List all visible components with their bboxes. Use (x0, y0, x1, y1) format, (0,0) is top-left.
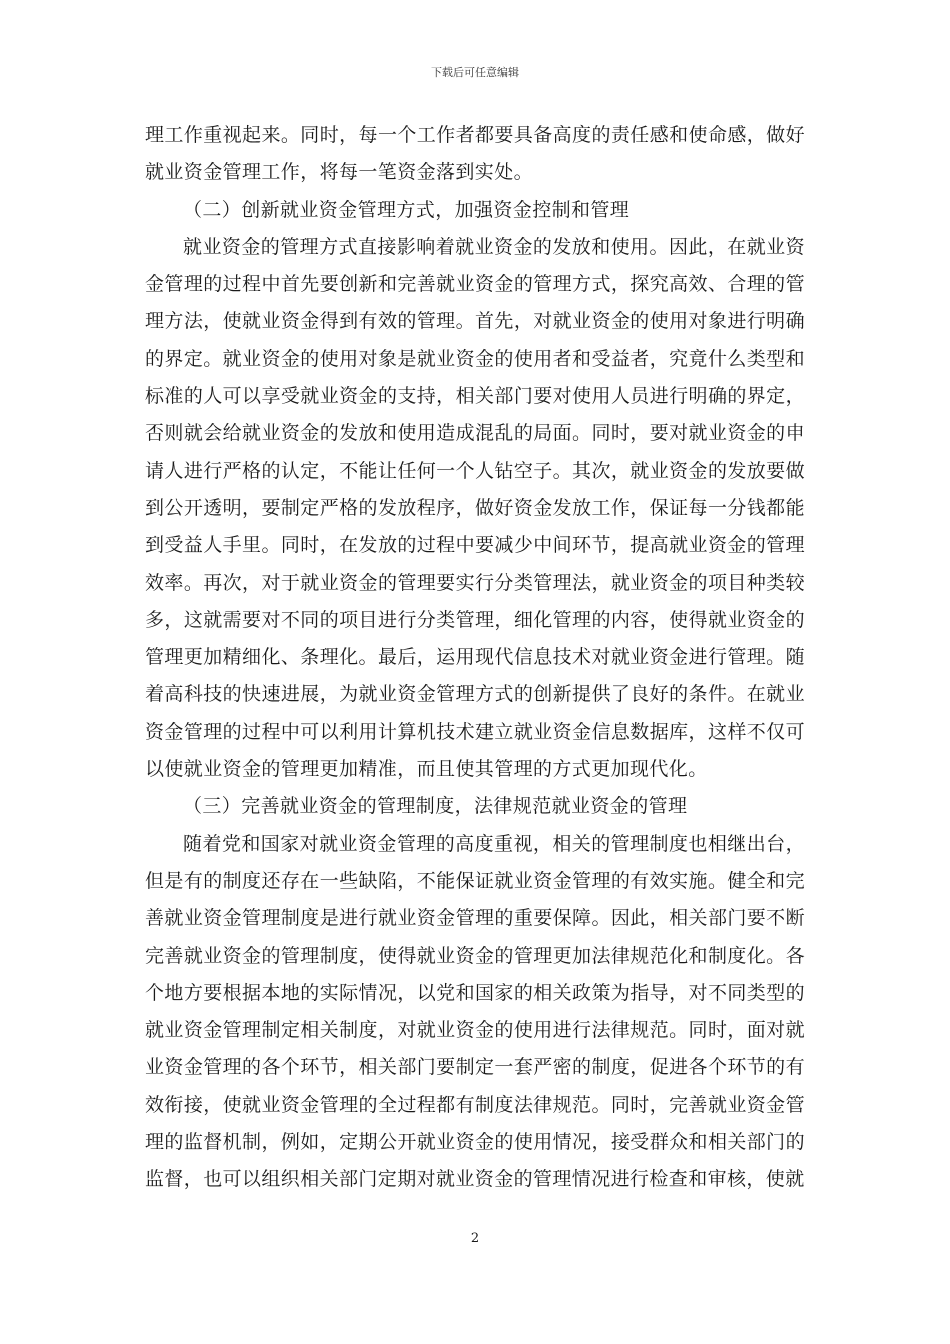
paragraph-management-system: 随着党和国家对就业资金管理的高度重视，相关的管理制度也相继出台，但是有的制度还存在一些缺陷，不能保证就业资金管理的有效实施。健全和完善就业资金管理制度是进行就业资金管理的重要保障。因此，相关部门要不断完善就业资金的管理制度，使得就业资金的管理更加法律规范化和制度化。各个地方要根据本地的实际情况，以党和国家的相关政策为指导，对不同类型的就业资金管理制定相关制度，对就业资金的使用进行法律规范。同时，面对就业资金管理的各个环节，相关部门要制定一套严密的制度，促进各个环节的有效衔接，使就业资金管理的全过程都有制度法律规范。同时，完善就业资金管理的监督机制，例如，定期公开就业资金的使用情况，接受群众和相关部门的监督，也可以组织相关部门定期对就业资金的管理情况进行检查和审核，使就 (145, 832, 805, 1191)
section-heading-3: （三）完善就业资金的管理制度，法律规范就业资金的管理 (183, 795, 688, 818)
document-body (145, 117, 805, 1199)
paragraph-management-methods: 就业资金的管理方式直接影响着就业资金的发放和使用。因此，在就业资金管理的过程中首先要创新和完善就业资金的管理方式，探究高效、合理的管理方法，使就业资金得到有效的管理。首先，对就业资金的使用对象进行明确的界定。就业资金的使用对象是就业资金的使用者和受益者，究竟什么类型和标准的人可以享受就业资金的支持，相关部门要对使用人员进行明确的界定，否则就会给就业资金的发放和使用造成混乱的局面。同时，要对就业资金的申请人进行严格的认定，不能让任何一个人钻空子。其次，就业资金的发放要做到公开透明，要制定严格的发放程序，做好资金发放工作，保证每一分钱都能到受益人手里。同时，在发放的过程中要减少中间环节，提高就业资金的管理效率。再次，对于就业资金的管理要实行分类管理法，就业资金的项目种类较多，这就需要对不同的项目进行分类管理，细化管理的内容，使得就业资金的管理更加精细化、条理化。最后，运用现代信息技术对就业资金进行管理。随着高科技的快速进展，为就业资金管理方式的创新提供了良好的条件。在就业资金管理的过程中可以利用计算机技术建立就业资金信息数据库，这样不仅可以使就业资金的管理更加精准，而且使其管理的方式更加现代化。 (145, 235, 805, 781)
page-header: 下载后可任意编辑 (431, 66, 519, 79)
section-heading-2: （二）创新就业资金管理方式，加强资金控制和管理 (183, 198, 630, 221)
paragraph-continued: 理工作重视起来。同时，每一个工作者都要具备高度的责任感和使命感，做好就业资金管理工作，将每一笔资金落到实处。 (145, 124, 805, 184)
page-number: 2 (470, 1231, 480, 1246)
